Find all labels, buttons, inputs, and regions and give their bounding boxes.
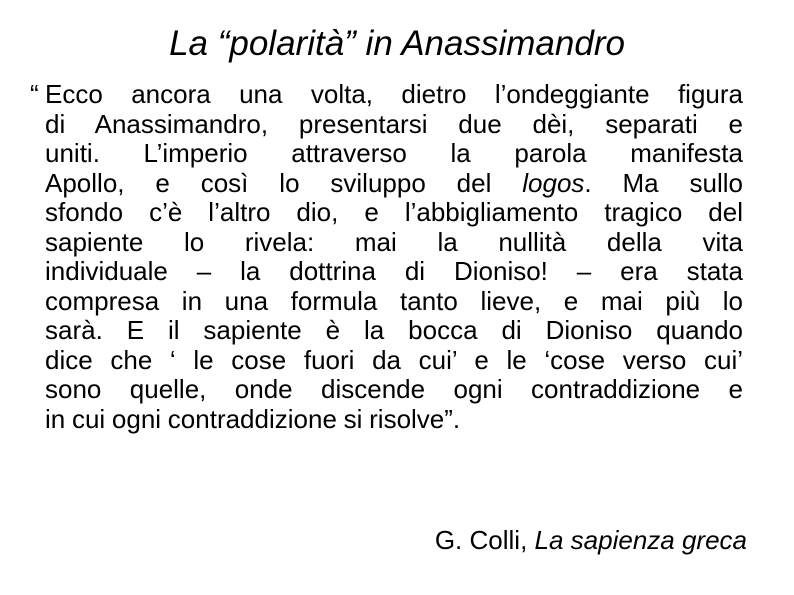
quote-line: uniti. L’imperio attraverso la parola manifesta — [45, 138, 743, 168]
logos-emphasis: logos — [522, 167, 585, 198]
citation — [435, 523, 747, 557]
quote-line: sono quelle, onde discende ogni contraddizione e — [45, 374, 743, 404]
quote-body — [45, 80, 743, 434]
slide-title: La “polarità” in Anassimandro — [169, 24, 625, 63]
opening-quote-mark: “ — [30, 79, 39, 109]
quote-line-tail: . Ma sullo — [584, 167, 743, 198]
quote-line: Ecco ancora una volta, dietro l’ondeggiante figura — [45, 79, 743, 109]
quote-line-start: Apollo, e così lo sviluppo del — [45, 167, 523, 198]
quote-line: sapiente lo rivela: mai la nullità della vita — [45, 226, 743, 257]
citation-author: G. Colli, — [434, 525, 535, 555]
quote-line: sfondo c’è l’altro dio, e l’abbigliamento tragico del — [45, 197, 743, 227]
quote-line: dice che ‘ le cose fuori da cui’ e le ‘cose verso cui’ — [45, 344, 743, 375]
quote-line: compresa in una formula tanto lieve, e mai più lo — [45, 285, 743, 316]
quote-line: individuale – la dottrina di Dioniso! – era stata — [45, 256, 743, 286]
citation-work: La sapienza greca — [534, 525, 747, 555]
quote-line-logos — [45, 169, 743, 199]
quote-line: sarà. E il sapiente è la bocca di Dioniso quando — [45, 315, 743, 345]
quote-line: in cui ogni contraddizione si risolve”. — [45, 403, 461, 434]
quote-line: di Anassimandro, presentarsi due dèi, separati e — [45, 108, 743, 139]
